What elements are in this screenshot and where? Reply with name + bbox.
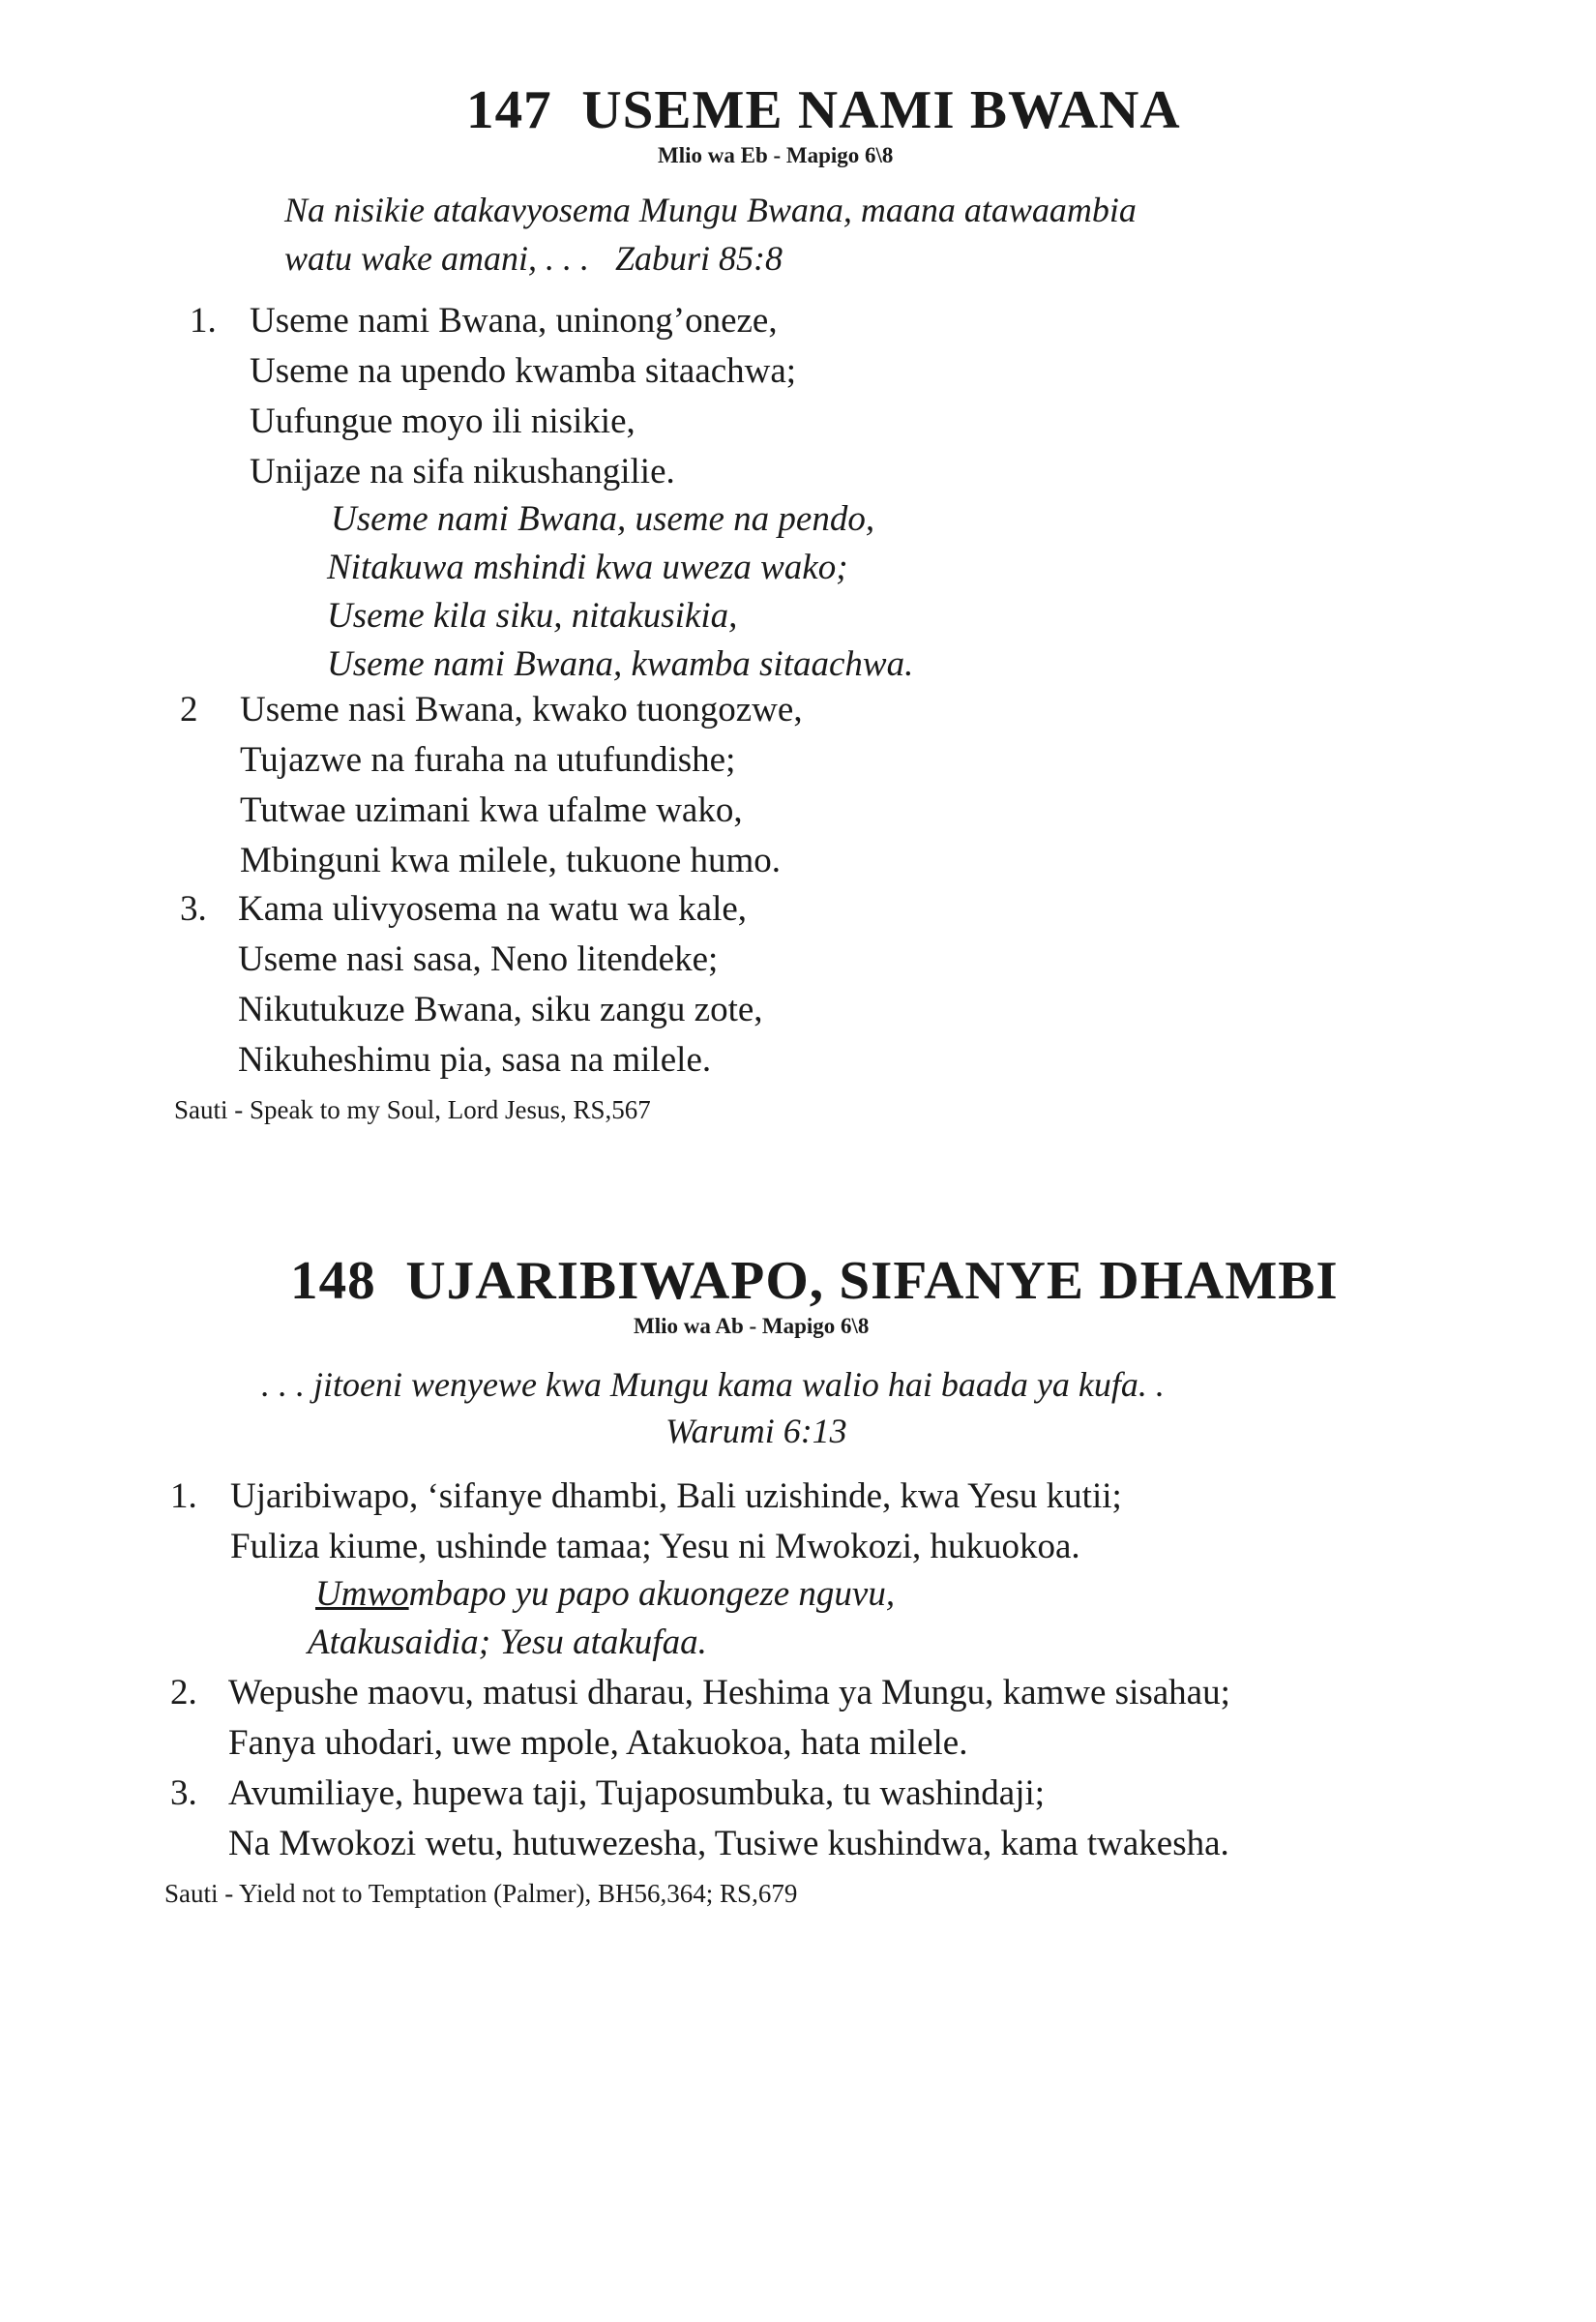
verse-line: Fanya uhodari, uwe mpole, Atakuokoa, hata milele. [228, 1723, 968, 1763]
chorus-line: Nitakuwa mshindi kwa uweza wako; [327, 548, 848, 587]
hymn-number: 148 [290, 1251, 376, 1311]
chorus-line: Useme nami Bwana, kwamba sitaachwa. [327, 644, 914, 684]
verse-line: Tutwae uzimani kwa ufalme wako, [240, 790, 743, 830]
verse-line: Na Mwokozi wetu, hutuwezesha, Tusiwe kushindwa, kama twakesha. [228, 1824, 1229, 1863]
verse-line: Ujaribiwapo, ‘sifanye dhambi, Bali uzishinde, kwa Yesu kutii; [230, 1476, 1122, 1516]
epigraph-line: watu wake amani, . . . Zaburi 85:8 [284, 239, 783, 278]
key-meter: Mlio wa Ab - Mapigo 6\8 [634, 1314, 870, 1338]
verse-line: Mbinguni kwa milele, tukuone humo. [240, 841, 782, 880]
verse-line: Kama ulivyosema na watu wa kale, [238, 889, 748, 929]
hymn-title-text: UJARIBIWAPO, SIFANYE DHAMBI [405, 1251, 1339, 1311]
hymn-title [290, 1250, 1339, 1312]
hymn-title-text: USEME NAMI BWANA [581, 80, 1181, 140]
epigraph-line: . . . jitoeni wenyewe kwa Mungu kama walio hai baada ya kufa. . [261, 1365, 1165, 1404]
verse-number: 2. [170, 1673, 197, 1712]
chorus-line: Atakusaidia; Yesu atakufaa. [308, 1622, 707, 1662]
verse-line: Uufungue moyo ili nisikie, [250, 402, 635, 441]
hymn-number: 147 [466, 80, 552, 140]
epigraph-line: Na nisikie atakavyosema Mungu Bwana, maana atawaambia [284, 191, 1137, 229]
verse-line: Avumiliaye, hupewa taji, Tujaposumbuka, tu washindaji; [228, 1773, 1046, 1813]
verse-line: Fuliza kiume, ushinde tamaa; Yesu ni Mwokozi, hukuokoa. [230, 1527, 1080, 1566]
verse-line: Useme nasi sasa, Neno litendeke; [238, 939, 719, 979]
verse-line: Useme nasi Bwana, kwako tuongozwe, [240, 690, 803, 729]
chorus-line: Useme nami Bwana, useme na pendo, [331, 499, 875, 539]
chorus-line: Useme kila siku, nitakusikia, [327, 596, 738, 636]
verse-line: Nikuheshimu pia, sasa na milele. [238, 1040, 712, 1080]
chorus-line: Umwombapo yu papo akuongeze nguvu, [315, 1574, 896, 1614]
verse-line: Useme nami Bwana, uninong’oneze, [250, 301, 778, 341]
verse-number: 3. [180, 889, 207, 929]
scripture-reference: Warumi 6:13 [665, 1412, 847, 1450]
verse-number: 3. [170, 1773, 197, 1813]
verse-line: Nikutukuze Bwana, siku zangu zote, [238, 990, 763, 1029]
tune-reference: Sauti - Yield not to Temptation (Palmer), BH56,364; RS,679 [164, 1879, 798, 1908]
key-meter: Mlio wa Eb - Mapigo 6\8 [658, 143, 894, 167]
verse-number: 2 [180, 690, 198, 729]
verse-line: Wepushe maovu, matusi dharau, Heshima ya Mungu, kamwe sisahau; [228, 1673, 1230, 1712]
verse-line: Useme na upendo kwamba sitaachwa; [250, 351, 797, 391]
verse-number: 1. [190, 301, 217, 341]
verse-line: Tujazwe na furaha na utufundishe; [240, 740, 736, 780]
tune-reference: Sauti - Speak to my Soul, Lord Jesus, RS,567 [174, 1095, 651, 1124]
verse-line: Unijaze na sifa nikushangilie. [250, 452, 675, 491]
verse-number: 1. [170, 1476, 197, 1516]
hymn-title [466, 79, 1181, 141]
scripture-reference: Zaburi 85:8 [614, 239, 783, 278]
